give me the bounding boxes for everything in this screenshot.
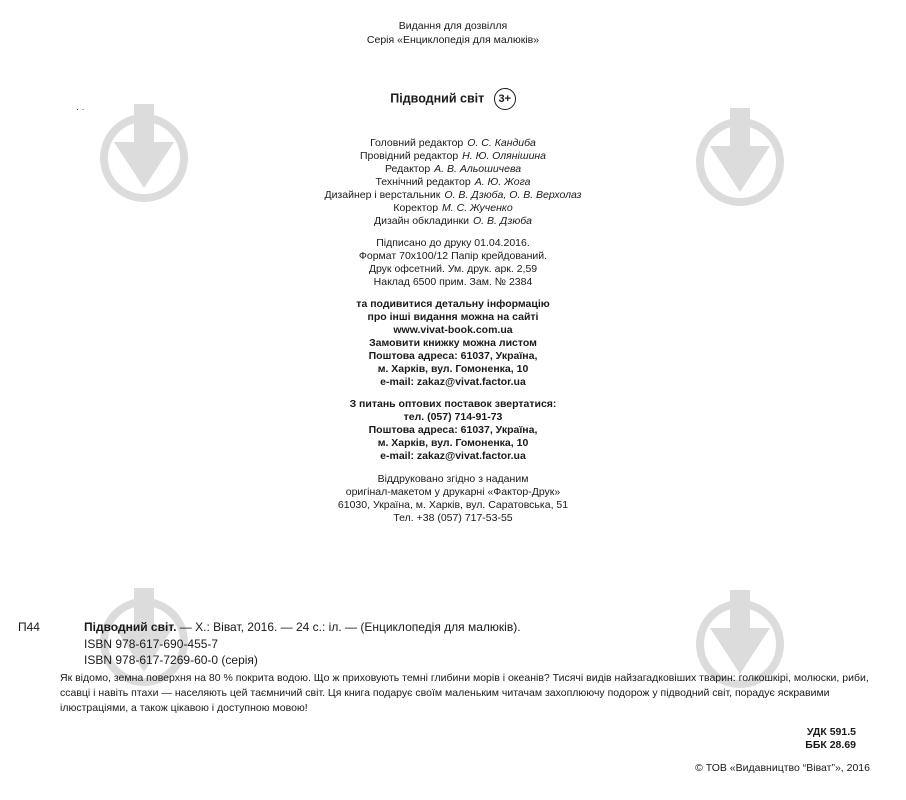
email-link[interactable]: e-mail: zakaz@vivat.factor.ua bbox=[380, 376, 526, 388]
biblio-entry bbox=[84, 619, 521, 635]
book-title-row bbox=[0, 88, 906, 110]
credit-name: О. В. Дзюба, О. В. Верхолаз bbox=[444, 189, 582, 201]
annotation-text: Як відомо, земна поверхня на 80 % покрита водою. Що ж приховують темні глибини морів і океанів? Тисячі видів найзагадковіших тварин: голкошкірі, молюски, риби, ссавці і навіть птахи — населяють цей таємничий світ. Ця книга подарує своїм маленьким читачам захоплюючу подорож у підводний світ, порадує яскравими ілюстраціями, а також цікавою і доступною мовою! bbox=[60, 672, 869, 714]
bbk-code: ББК 28.69 bbox=[805, 739, 856, 751]
credit-name: Н. Ю. Олянішина bbox=[462, 150, 547, 162]
print-info-line: Підписано до друку 01.04.2016. bbox=[376, 237, 530, 249]
credit-line bbox=[0, 189, 906, 201]
credit-name: М. С. Жученко bbox=[442, 202, 513, 214]
credit-name: А. В. Альошичева bbox=[434, 163, 522, 175]
credit-role: Технічний редактор bbox=[375, 176, 471, 188]
credit-name: А. Ю. Жога bbox=[474, 176, 531, 188]
biblio-title: Підводний світ. bbox=[84, 620, 177, 634]
speck-marks: · · bbox=[76, 104, 85, 114]
credit-line bbox=[0, 202, 906, 214]
print-info-line: Формат 70х100/12 Папір крейдований. bbox=[358, 250, 548, 262]
credit-line bbox=[0, 150, 906, 162]
isbn-line: ISBN 978-617-690-455-7 bbox=[84, 637, 219, 651]
biblio-details: — Х.: Віват, 2016. — 24 с.: іл. — (Енциклопедія для малюків). bbox=[176, 620, 521, 634]
credit-role: Редактор bbox=[384, 163, 431, 175]
udk-code: УДК 591.5 bbox=[806, 726, 856, 738]
printer-line: Тел. +38 (057) 717-53-55 bbox=[393, 512, 513, 524]
contact-line: Замовити книжку можна листом bbox=[369, 337, 537, 349]
credit-line bbox=[0, 176, 906, 188]
printer-line: 61030, Україна, м. Харків, вул. Саратовська, 51 bbox=[337, 499, 569, 511]
credit-role: Коректор bbox=[393, 202, 439, 214]
credit-line bbox=[0, 215, 906, 227]
contact-line: Поштова адреса: 61037, Україна, bbox=[368, 350, 538, 362]
credit-role: Головний редактор bbox=[370, 137, 464, 149]
book-title: Підводний світ bbox=[390, 91, 485, 106]
credit-name: О. С. Кандиба bbox=[467, 137, 536, 149]
edition-type: Видання для дозвілля bbox=[398, 20, 508, 32]
printer-line: оригінал-макетом у друкарні «Фактор-Друк» bbox=[345, 486, 561, 498]
credit-line bbox=[0, 163, 906, 175]
credit-name: О. В. Дзюба bbox=[473, 215, 532, 227]
contact-line: та подивитися детальну інформацію bbox=[356, 298, 550, 310]
credit-role: Дизайнер і верстальник bbox=[324, 189, 441, 201]
credit-role: Дизайн обкладинки bbox=[374, 215, 469, 227]
age-rating-badge: 3+ bbox=[494, 88, 516, 110]
contact-line: тел. (057) 714-91-73 bbox=[403, 411, 503, 423]
contact-line: м. Харків, вул. Гомоненка, 10 bbox=[377, 437, 529, 449]
contact-line: про інші видання можна на сайті bbox=[367, 311, 539, 323]
series-name: Серія «Енциклопедія для малюків» bbox=[366, 34, 540, 46]
print-info-line: Наклад 6500 прим. Зам. № 2384 bbox=[373, 276, 533, 288]
copyright-notice: © ТОВ «Видавництво “Віват”», 2016 bbox=[695, 762, 870, 774]
website-link[interactable]: www.vivat-book.com.ua bbox=[393, 324, 513, 336]
credit-line bbox=[0, 137, 906, 149]
catalog-code: П44 bbox=[18, 620, 40, 634]
contact-line: Поштова адреса: 61037, Україна, bbox=[368, 424, 538, 436]
email-link[interactable]: e-mail: zakaz@vivat.factor.ua bbox=[380, 450, 526, 462]
printer-line: Віддруковано згідно з наданим bbox=[377, 473, 529, 485]
print-info-line: Друк офсетний. Ум. друк. арк. 2,59 bbox=[368, 263, 538, 275]
contact-line: м. Харків, вул. Гомоненка, 10 bbox=[377, 363, 529, 375]
contact-line: З питань оптових поставок звертатися: bbox=[349, 398, 557, 410]
credit-role: Провідний редактор bbox=[359, 150, 459, 162]
isbn-series-line: ISBN 978-617-7269-60-0 (серія) bbox=[84, 653, 258, 667]
